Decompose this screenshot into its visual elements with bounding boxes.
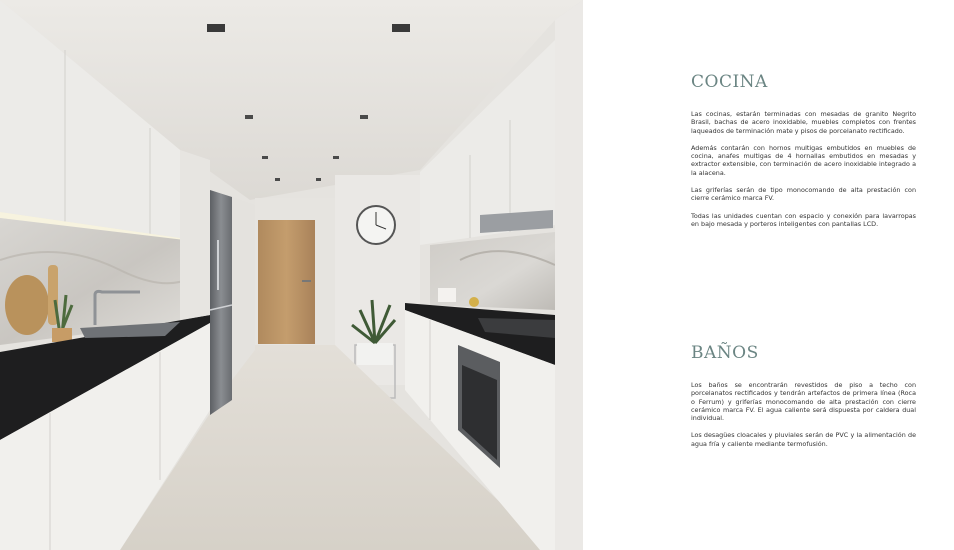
cocina-title: COCINA xyxy=(691,72,768,92)
cocina-paragraph: Todas las unidades cuentan con espacio y conexión para lavarropas en bajo mesada y porteros inteligentes con pantallas LCD. xyxy=(691,211,916,228)
banos-paragraph: Los baños se encontrarán revestidos de piso a techo con porcelanatos rectificados y tendrán artefactos de primera línea (Roca o Ferrum) y griferías monocomando de alta prestación con cierre cerámico marca FV. El agua caliente será dispuesta por caldera dual individual. xyxy=(691,381,916,423)
banos-section xyxy=(691,343,916,457)
banos-title: BAÑOS xyxy=(691,343,759,363)
cocina-section xyxy=(691,72,916,237)
cocina-paragraph: Además contarán con hornos multigas embutidos en muebles de cocina, anafes multigas de 4 hornallas embutidos en mesadas y extractor extensible, con terminación de acero inoxidable integrado a la alacena. xyxy=(691,143,916,177)
refrigerator xyxy=(210,190,232,415)
banos-paragraph: Los desagües cloacales y pluviales serán de PVC y la alimentación de agua fría y caliente mediante termofusión. xyxy=(691,431,916,448)
text-panel xyxy=(583,0,954,550)
cocina-paragraph: Las griferías serán de tipo monocomando de alta prestación con cierre cerámico marca FV. xyxy=(691,186,916,203)
cocina-paragraph: Las cocinas, estarán terminadas con mesadas de granito Negrito Brasil, bachas de acero inoxidable, muebles completos con frentes laqueados de terminación mate y pisos de porcelanato rectificado. xyxy=(691,110,916,135)
